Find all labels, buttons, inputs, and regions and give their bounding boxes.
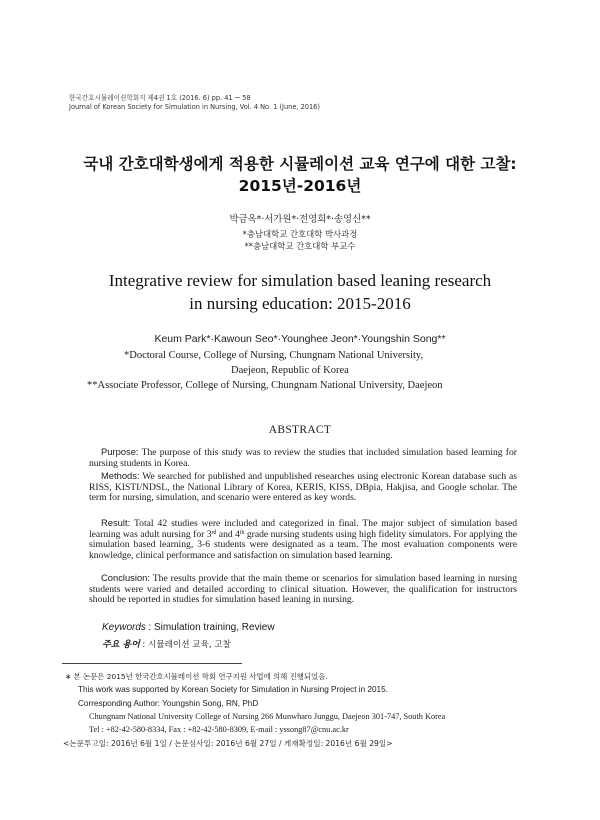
keywords-line (102, 622, 275, 633)
conclusion-text: The results provide that the main theme or scenarios for simulation based learning in nursing students were varied and detailed according to clinical situation. However, the qualification for instructors should be reported in studies for simulation based leaning in nursing. (89, 573, 517, 606)
result-text-b: and 4 (216, 528, 240, 540)
korean-keywords-line (102, 637, 231, 650)
footnote-address: Chungnam National University College of Nursing 266 Munwharo Junggu, Daejeon 301-747, South Korea (89, 712, 446, 721)
corresponding-author-label: Corresponding Author: (78, 699, 160, 708)
journal-header-korean: 한국간호시뮬레이션학회지 제4권 1호 (2016. 6) pp. 41 ~ 58 (69, 94, 251, 102)
conclusion-label: Conclusion: (101, 572, 150, 583)
korean-affiliation-2: **충남대학교 간호대학 부교수 (244, 241, 356, 251)
english-title-line2: in nursing education: 2015-2016 (189, 294, 411, 313)
korean-keywords-value: : 시뮬레이션 교육, 고찰 (142, 640, 231, 650)
abstract-heading: ABSTRACT (268, 424, 332, 436)
result-sup-rd: rd (211, 529, 217, 536)
abstract-result (89, 518, 517, 561)
footnote-dates: <논문투고일: 2016년 6월 1일 / 논문심사일: 2016년 6월 27일 / 게재확정일: 2016년 6월 29일> (63, 739, 393, 748)
purpose-text: The purpose of this study was to review the studies that included simulation based learning for nursing students in Korea. (89, 447, 517, 469)
result-text-c: grade nursing students using high fidelity simulators. For applying the simulation based learning, 3-6 students were designated as a team. The most evaluation components were knowledge, clinical performance and satisfaction on simulation based learning. (89, 528, 517, 561)
english-affiliation-1: *Doctoral Course, College of Nursing, Chungnam National University, (124, 350, 424, 361)
abstract-purpose (89, 447, 517, 469)
english-affiliation-2: **Associate Professor, College of Nursing, Chungnam National University, Daejeon (87, 380, 443, 391)
english-title-line1: Integrative review for simulation based leaning research (108, 271, 492, 290)
purpose-label: Purpose: (101, 446, 139, 457)
footnote-korean-support: ∗ 본 논문은 2015년 한국간호시뮬레이션 학회 연구지원 사업에 의해 진행되었음. (65, 672, 328, 681)
footnote-english-support: This work was supported by Korean Society for Simulation in Nursing Project in 2015. (78, 685, 388, 694)
abstract-methods (89, 471, 517, 504)
methods-text: We searched for published and unpublished researches using electronic Korean database such as RISS, KISTI/NDSL, the National Library of Korea, KERIS, KISS, DBpia, Hakjisa, and Google scholar. The term for nursing, simulation, and scenario were entered as key words. (89, 471, 517, 504)
english-affiliation-1-cont: Daejeon, Republic of Korea (231, 365, 349, 376)
result-text-a: Total 42 studies were included and categorized in final. The major subject of simulation based learning was adult nursing for 3 (89, 518, 517, 540)
footnote-corresponding-author (78, 699, 258, 708)
footnote-divider (62, 663, 242, 664)
corresponding-author-value: Youngshin Song, RN, PhD (162, 699, 259, 708)
abstract-conclusion (89, 573, 517, 606)
result-label: Result: (101, 517, 131, 528)
keywords-value: : Simulation training, Review (148, 622, 275, 633)
english-authors: Keum Park*·Kawoun Seo*·Younghee Jeon*·Youngshin Song** (154, 333, 446, 345)
footnote-contact: Tel : +82-42-580-8334, Fax : +82-42-580-8309, E-mail : yssong87@cnu.ac.kr (89, 725, 349, 734)
korean-keywords-label: 주요 용어 (102, 640, 140, 650)
korean-authors: 박금옥*·서가원*·전영희*·송영신** (229, 214, 371, 225)
journal-header-english: Journal of Korean Society for Simulation in Nursing, Vol. 4 No. 1 (June, 2016) (69, 103, 320, 111)
result-sup-th: th (239, 529, 245, 536)
korean-affiliation-1: *충남대학교 간호대학 박사과정 (242, 229, 358, 239)
korean-title-line1: 국내 간호대학생에게 적용한 시뮬레이션 교육 연구에 대한 고찰: (83, 155, 517, 173)
keywords-label: Keywords (102, 622, 146, 633)
methods-label: Methods: (101, 470, 140, 481)
korean-title-line2: 2015년-2016년 (238, 177, 362, 195)
